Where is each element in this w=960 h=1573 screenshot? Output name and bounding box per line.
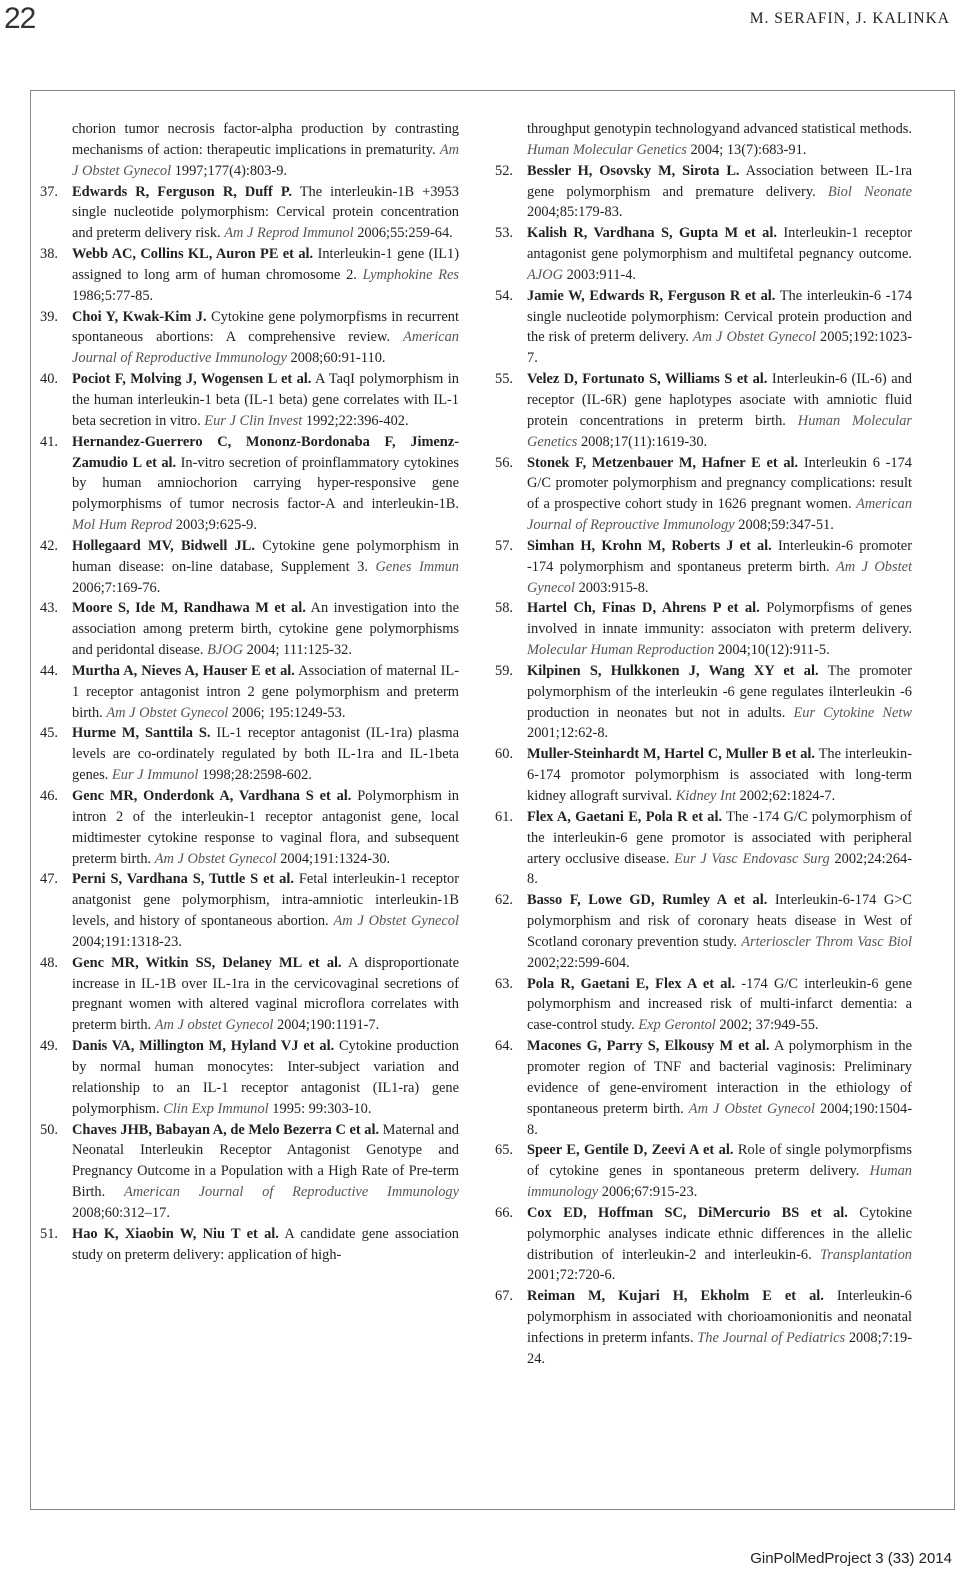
reference-journal: Molecular Human Reproduction [527,642,715,659]
reference-title: An investigation into the association among preterm birth, cytokine gene polymorphisms and peridontal disease. [72,600,459,659]
reference-title: Fetal interleukin-1 receptor anatgonist gene polymorphism, intra-amniotic interleukin-1B levels, and history of spontaneous abortion. [72,871,459,930]
reference-entry [495,286,912,369]
reference-title: The promoter polymorphism of the interleukin -6 gene regulates ilnterleukin -6 production in neonates but not in adults. [527,662,912,721]
reference-number: 54. [495,287,513,304]
reference-authors: Pociot F, Molving J, Wogensen L et al. [72,371,312,388]
reference-title: Interleukin-6 promoter -174 polymorphism and spontaneus preterm birth. [527,537,912,575]
reference-title: Cytokine gene polymorpfisms in recurrent spontaneous abortions: A comprehensive review. [72,308,459,346]
reference-authors: Velez D, Fortunato S, Williams S et al. [527,371,768,388]
reference-authors: Hurme M, Santtila S. [72,725,211,742]
reference-citation: 2004; 111:125-32. [246,642,352,659]
reference-journal: Lymphokine Res [362,266,459,283]
reference-number: 38. [40,246,58,263]
reference-title: A polymorphism in the promoter region of TNF and bacterial vaginosis: Preliminary evidence of gene-enviroment interaction in the ethiology of spontaneous preterm birth. [527,1038,912,1117]
reference-number: 57. [495,537,513,554]
reference-journal: Am J Obstet Gynecol [154,850,277,867]
reference-journal: Biol Neonate [827,183,912,200]
reference-entry [40,953,459,1036]
reference-entry [495,119,912,161]
reference-entry [495,1203,912,1286]
reference-citation: 2001;12:62-8. [527,725,609,742]
reference-journal: Eur J Vasc Endovasc Surg [674,850,830,867]
reference-authors: Murtha A, Nieves A, Hauser E et al. [72,662,295,679]
reference-journal: Am J Obstet Gynecol [527,558,912,596]
reference-entry [495,1036,912,1140]
reference-number: 55. [495,371,513,388]
reference-journal: Transplantation [820,1246,912,1263]
reference-entry [40,307,459,370]
reference-citation: 2004;85:179-83. [527,204,623,221]
reference-citation: 2002;24:264-8. [527,850,912,888]
reference-citation: 2001;72:720-6. [527,1267,616,1284]
reference-authors: Kalish R, Vardhana S, Gupta M et al. [527,225,777,242]
reference-number: 67. [495,1288,513,1305]
reference-entry [40,1224,459,1266]
reference-citation: 2006;7:169-76. [72,579,161,596]
page-number: 22 [4,2,36,35]
footer-journal: GinPolMedProject 3 (33) 2014 [750,1550,952,1567]
reference-journal: AJOG [527,266,563,283]
reference-title: -174 G/C interleukin-6 gene polymorphism and increased risk of multi-infarct dementia: a case-control study. [527,975,912,1034]
reference-authors: Edwards R, Ferguson R, Duff P. [72,183,292,200]
reference-title: IL-1 receptor antagonist (IL-1ra) plasma levels are co-ordinately regulated by both IL-1ra and IL-1beta genes. [72,725,459,784]
reference-title: Interleukin 6 -174 G/C promoter polymorphism and pregnancy complications: result of a prospective cohort study in 1626 pregnant women. [527,454,912,513]
reference-authors: Speer E, Gentile D, Zeevi A et al. [527,1142,734,1159]
reference-journal: American Journal of Reprouctive Immunology [527,496,913,534]
reference-citation: 2003:915-8. [578,579,649,596]
reference-authors: Hernandez-Guerrero C, Mononz-Bordonaba F, Jimenz-Zamudio L et al. [72,433,459,471]
reference-citation: 2003:911-4. [566,266,636,283]
reference-authors: Chaves JHB, Babayan A, de Melo Bezerra C et al. [72,1121,380,1138]
reference-journal: Human Molecular Genetics [527,141,687,158]
reference-title: chorion tumor necrosis factor-alpha production by contrasting mechanisms of action: therapeutic implications in prematurity. [72,121,459,158]
reference-title: The interleukin-1B +3953 single nucleotide polymorphism: Cervical protein concentration and preterm delivery risk. [72,183,459,242]
reference-authors: Bessler H, Osovsky M, Sirota L. [527,162,740,179]
reference-entry [495,1140,912,1203]
reference-number: 44. [40,662,58,679]
reference-title: Role of single polymorpfisms of cytokine genes in spontaneous preterm delivery. [527,1142,912,1180]
reference-entry [40,244,459,307]
reference-title: Interleukin-6 polymorphism in associated with chorioamonionitis and neonatal infections in preterm infants. [527,1288,912,1346]
reference-citation: 1986;5:77-85. [72,287,154,304]
reference-title: Polymorpfisms of genes involved in innate immunity: associaton with preterm delivery. [527,600,912,638]
reference-entry [495,223,912,286]
reference-entry [495,974,912,1037]
reference-entry [495,744,912,807]
reference-entry [40,869,459,952]
reference-citation: 2002;62:1824-7. [739,788,836,804]
reference-title: Association between IL-1ra gene polymorphism and premature delivery. [527,162,912,200]
reference-citation: 2004;190:1504-8. [527,1100,912,1138]
reference-number: 47. [40,871,58,888]
reference-citation: 2006; 195:1249-53. [231,704,346,721]
reference-authors: Genc MR, Witkin SS, Delaney ML et al. [72,954,342,971]
reference-authors: Muller-Steinhardt M, Hartel C, Muller B et al. [527,746,816,763]
reference-journal: Am J obstet Gynecol [154,1017,274,1034]
reference-authors: Flex A, Gaetani E, Pola R et al. [527,808,723,825]
reference-number: 48. [40,954,58,971]
reference-column-right [495,119,912,1370]
reference-title: Maternal and Neonatal Interleukin Receptor Antagonist Genotype and Pregnancy Outcome in a Population with a High Rate of Pre-term Birth. [72,1121,459,1201]
reference-number: 64. [495,1038,513,1055]
reference-title: A candidate gene association study on preterm delivery: application of high- [72,1225,459,1263]
reference-number: 46. [40,788,58,804]
reference-entry [40,723,459,786]
reference-citation: 2004;191:1318-23. [72,933,182,950]
reference-journal: Mol Hum Reprod [72,517,173,534]
reference-entry [495,161,912,224]
reference-number: 49. [40,1038,58,1055]
reference-journal: American Journal of Reproductive Immunology [123,1184,459,1201]
reference-title: Cytokine production by normal human monocytes: Inter-subject variation and relationship to an IL-1 receptor antagonist (IL1-ra) gene polymorphism. [72,1038,459,1117]
reference-citation: 2008;7:19-24. [527,1329,912,1367]
reference-citation: 2004;190:1191-7. [277,1017,380,1034]
reference-entry [40,536,459,599]
reference-citation: 2004;10(12):911-5. [717,642,830,659]
reference-title: Interleukin-1 receptor antagonist gene polymorphism and multifetal pegnancy outcome. [527,225,912,263]
reference-authors: Hartel Ch, Finas D, Ahrens P et al. [527,600,760,617]
reference-citation: 2003;9:625-9. [175,517,257,534]
reference-number: 62. [495,892,513,909]
reference-title: A TaqI polymorphism in the human interleukin-1 beta (IL-1 beta) gene correlates with IL-1 beta secretion in vitro. [72,371,459,429]
reference-number: 40. [40,371,58,388]
reference-number: 37. [40,183,58,200]
reference-number: 42. [40,537,58,554]
reference-authors: Webb AC, Collins KL, Auron PE et al. [72,246,314,263]
reference-citation: 1997;177(4):803-9. [174,162,288,179]
reference-title: The interleukin-6-174 promotor polymorphism is associated with long-term kidney allograft survival. [527,746,912,804]
reference-authors: Stonek F, Metzenbauer M, Hafner E et al. [527,454,799,471]
reference-citation: 2002; 37:949-55. [719,1017,819,1034]
reference-number: 53. [495,225,513,242]
reference-journal: Am J Obstet Gynecol [692,329,817,346]
reference-citation: 2002;22:599-604. [527,954,630,971]
reference-journal: Am J Obstet Gynecol [106,704,229,721]
reference-entry [40,182,459,245]
reference-number: 60. [495,746,513,763]
reference-citation: 2008;17(11):1619-30. [580,433,708,450]
reference-citation: 2005;192:1023-7. [527,329,912,367]
reference-citation: 2008;59:347-51. [738,517,834,534]
reference-citation: 1995: 99:303-10. [272,1100,372,1117]
reference-authors: Hao K, Xiaobin W, Niu T et al. [72,1225,279,1242]
reference-journal: Arterioscler Throm Vasc Biol [741,933,912,950]
reference-citation: 2008;60:312–17. [72,1204,170,1221]
reference-citation: 1998;28:2598-602. [201,767,312,784]
reference-entry [40,1120,459,1224]
reference-journal: Genes Immun [375,558,459,575]
reference-journal: Clin Exp Immunol [163,1100,269,1117]
reference-authors: Simhan H, Krohn M, Roberts J et al. [527,537,772,554]
reference-title: Interleukin-6 (IL-6) and receptor (IL-6R) gene haplotypes asociate with amniotic fluid protein concentrations in preterm birth. [527,371,912,429]
reference-number: 59. [495,662,513,679]
reference-entry [40,119,459,182]
reference-entry [495,453,912,536]
reference-title: Interleukin-1 gene (IL1) assigned to long arm of human chromosome 2. [72,246,459,283]
reference-journal: Human immunology [527,1163,912,1201]
reference-authors: Choi Y, Kwak-Kim J. [72,308,207,325]
reference-title: Association of maternal IL-1 receptor antagonist intron 2 gene polymorphism and preterm birth. [72,662,459,721]
reference-number: 43. [40,600,58,617]
reference-journal: The Journal of Pediatrics [697,1329,846,1346]
reference-number: 39. [40,308,58,325]
reference-journal: Am J Reprod Immunol [224,225,354,242]
reference-journal: Exp Gerontol [638,1017,716,1034]
reference-title: In-vitro secretion of proinflammatory cytokines by human amniochorion carrying hyper-responsive gene polymorphisms of tumor necrosis factor-A and interleukin-1B. [72,454,459,513]
reference-authors: Perni S, Vardhana S, Tuttle S et al. [72,871,294,888]
reference-authors: Kilpinen S, Hulkkonen J, Wang XY et al. [527,662,819,679]
reference-citation: 2004; 13(7):683-91. [690,141,807,158]
reference-title: The interleukin-6 -174 single nucleotide polymorphism: Cervical protein production and the risk of preterm delivery. [527,287,913,346]
running-title: M. SERAFIN, J. KALINKA [749,10,950,27]
reference-journal: Am J Obstet Gynecol [72,141,459,179]
reference-authors: Danis VA, Millington M, Hyland VJ et al. [72,1038,335,1055]
reference-citation: 2006;67:915-23. [601,1184,698,1201]
reference-authors: Hollegaard MV, Bidwell JL. [72,537,255,554]
reference-title: throughput genotypin technologyand advanced statistical methods. [527,121,912,137]
reference-authors: Genc MR, Onderdonk A, Vardhana S et al. [72,788,352,804]
reference-entry [495,661,912,744]
reference-authors: Moore S, Ide M, Randhawa M et al. [72,600,306,617]
reference-citation: 2008;60:91-110. [290,350,386,367]
reference-citation: 2006;55:259-64. [357,225,453,242]
reference-entry [495,1286,912,1369]
reference-entry [495,890,912,973]
reference-title: The -174 G/C polymorphism of the interleukin-6 gene promotor is associated with peripheral artery occlusive disease. [527,808,912,867]
reference-journal: Eur J Immunol [111,767,199,784]
reference-entry [40,786,459,869]
reference-entry [40,661,459,724]
reference-authors: Pola R, Gaetani E, Flex A et al. [527,975,736,992]
reference-journal: Am J Obstet Gynecol [333,913,459,930]
reference-number: 41. [40,433,58,450]
reference-entry [40,598,459,661]
reference-entry [495,536,912,599]
reference-title: Polymorphism in intron 2 of the interleukin-1 receptor antagonist gene, local midtimester cytokine response to vaginal flora, and subsequent preterm birth. [72,788,459,867]
reference-entry [40,432,459,536]
reference-title: Cytokine gene polymorphism in human disease: on-line database, Supplement 3. [72,537,459,575]
reference-title: Cytokine polymorphic analyses indicate ethnic differences in the allelic distribution of interleukin-2 and interleukin-6. [527,1204,912,1263]
reference-journal: Eur J Clin Invest [204,412,303,429]
reference-authors: Reiman M, Kujari H, Ekholm E et al. [527,1288,824,1305]
reference-title: A disproportionate increase in IL-1B over IL-1ra in the cervicovaginal secretions of pregnant women with altered vaginal microflora correlates with preterm birth. [72,954,459,1034]
reference-entry [495,598,912,661]
reference-entry [40,1036,459,1119]
reference-number: 50. [40,1121,58,1138]
reference-journal: American Journal of Reproductive Immunology [72,329,459,367]
reference-number: 51. [40,1225,58,1242]
reference-number: 52. [495,162,513,179]
reference-title: Interleukin-6-174 G>C polymorphism and risk of coronary heats disease in West of Scotland coronary prevention study. [527,892,912,950]
reference-entry [495,807,912,890]
reference-entry [495,369,912,452]
reference-journal: Human Molecular Genetics [527,412,912,450]
reference-journal: Eur Cytokine Netw [793,704,912,721]
reference-number: 66. [495,1204,513,1221]
reference-authors: Jamie W, Edwards R, Ferguson R et al. [527,287,776,304]
reference-journal: Kidney Int [675,788,737,804]
reference-authors: Cox ED, Hoffman SC, DiMercurio BS et al. [527,1204,848,1221]
reference-citation: 1992;22:396-402. [305,412,409,429]
reference-journal: Am J Obstet Gynecol [688,1100,815,1117]
reference-number: 61. [495,808,513,825]
reference-journal: BJOG [207,642,244,659]
reference-authors: Basso F, Lowe GD, Rumley A et al. [527,892,768,909]
reference-number: 56. [495,454,513,471]
reference-number: 58. [495,600,513,617]
reference-number: 65. [495,1142,513,1159]
reference-entry [40,369,459,432]
reference-citation: 2004;191:1324-30. [280,850,391,867]
reference-authors: Macones G, Parry S, Elkousy M et al. [527,1038,770,1055]
reference-column-left [40,119,459,1265]
reference-number: 63. [495,975,513,992]
reference-number: 45. [40,725,58,742]
